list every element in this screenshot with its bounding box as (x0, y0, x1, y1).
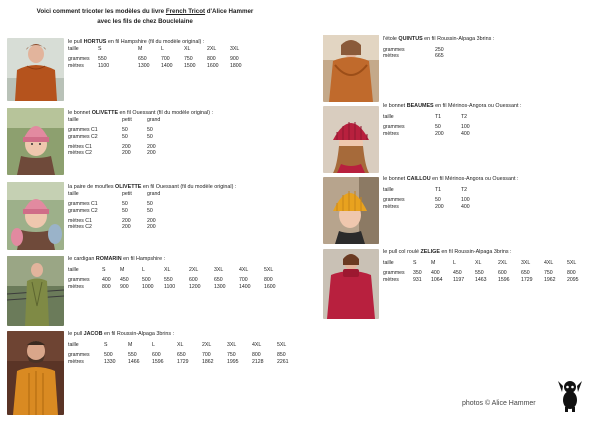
sheep-logo-icon (557, 378, 583, 412)
book-title: French Tricot (165, 8, 206, 15)
table-cell: XL (475, 260, 482, 266)
table-cell: 200 (147, 143, 156, 150)
table-cell: XL (184, 46, 191, 52)
table-cell: 3XL (214, 267, 224, 273)
heading-head-pre: le pull (68, 39, 84, 45)
table-row (68, 224, 172, 230)
size-table (68, 46, 253, 69)
table-cell: 850 (277, 352, 286, 359)
table-cell: S (413, 260, 417, 266)
row-label: taille (68, 342, 79, 348)
table-cell: L (453, 260, 456, 266)
table-cell: 100 (461, 197, 470, 204)
table-cell: 1463 (475, 276, 487, 283)
table-row (383, 53, 459, 59)
table-cell: 800 (207, 56, 216, 63)
table-row (68, 267, 289, 273)
table-cell: 400 (102, 277, 111, 284)
section-beaumes (383, 102, 521, 137)
row-label: grammes (383, 47, 405, 53)
table-cell: 4XL (544, 260, 554, 266)
heading-head-pre: le pull col roulé (383, 249, 421, 255)
row-label: taille (383, 187, 394, 193)
table-cell: 600 (189, 277, 198, 284)
table-cell: L (142, 267, 145, 273)
table-cell: 200 (122, 150, 131, 157)
table-cell: 500 (104, 352, 113, 359)
table-cell: 50 (122, 127, 128, 134)
table-cell: XL (164, 267, 171, 273)
heading-paren: (fil du modèle original) : (180, 184, 237, 190)
table-row (383, 260, 590, 266)
row-label: grammes C1 (68, 201, 98, 208)
photo-quintus (323, 35, 379, 102)
table-cell: 650 (177, 352, 186, 359)
table-cell: 2128 (252, 358, 264, 365)
size-table (68, 263, 289, 290)
row-label: mètres (383, 130, 399, 137)
heading-head-pre: l'étole (383, 36, 399, 42)
row-label: mètres (383, 276, 399, 283)
table-cell: M (120, 267, 125, 273)
photo-beaumes (323, 106, 379, 173)
heading-name: ROMARIN (95, 256, 122, 262)
row-label: mètres (68, 358, 84, 365)
table-cell: 900 (120, 283, 129, 290)
table-cell: 1100 (98, 62, 110, 69)
row-label: mètres (68, 62, 84, 69)
photo-romarin (7, 256, 64, 326)
table-cell: 50 (122, 201, 128, 208)
section-quintus (383, 35, 494, 60)
photo-zelige (323, 249, 379, 319)
heading-yarn: en fil Roussin-Alpaga 3brins : (102, 331, 175, 337)
table-cell: 750 (227, 352, 236, 359)
table-cell: 400 (431, 270, 440, 277)
table-row (68, 359, 302, 365)
table-cell: 650 (214, 277, 223, 284)
row-label: mètres C2 (68, 224, 92, 231)
table-cell: T1 (435, 187, 442, 193)
table-cell: M (138, 46, 143, 52)
table-cell: 2XL (202, 342, 212, 348)
table-cell: 1962 (544, 276, 556, 283)
table-cell: 1300 (214, 283, 226, 290)
table-cell: petit (122, 117, 132, 123)
heading-head-pre: le bonnet (383, 103, 407, 109)
heading-yarn: en fil Ouessant (118, 110, 158, 116)
photo-moufles-olivette (7, 182, 64, 250)
table-cell: 50 (122, 133, 128, 140)
table-cell: 400 (461, 203, 470, 210)
table-cell: L (152, 342, 155, 348)
section-moufles-olivette (68, 183, 236, 230)
row-label: taille (68, 46, 79, 52)
heading-yarn: en fil Ouessant (141, 184, 181, 190)
heading-yarn: en fil Mérinos-Angora ou Ouessant : (430, 176, 519, 182)
section-heading (68, 255, 289, 263)
table-cell: 2095 (567, 276, 579, 283)
table-cell: 500 (142, 277, 151, 284)
table-cell: 700 (202, 352, 211, 359)
size-table (68, 338, 302, 365)
row-label: taille (68, 267, 79, 273)
table-cell: 450 (120, 277, 129, 284)
row-label: mètres (383, 53, 399, 60)
row-label: grammes C1 (68, 127, 98, 134)
table-cell: XL (177, 342, 184, 348)
table-cell: 1330 (104, 358, 116, 365)
table-cell: 650 (521, 270, 530, 277)
table-cell: 1596 (498, 276, 510, 283)
table-cell: S (102, 267, 106, 273)
table-cell: 1300 (138, 62, 150, 69)
table-cell: 700 (239, 277, 248, 284)
table-cell: 1197 (453, 276, 465, 283)
table-cell: 800 (252, 352, 261, 359)
table-cell: grand (147, 117, 161, 123)
row-label: grammes C2 (68, 133, 98, 140)
table-row (383, 277, 590, 283)
table-cell: 3XL (230, 46, 240, 52)
table-cell: 4XL (252, 342, 262, 348)
table-cell: 200 (147, 217, 156, 224)
heading-paren: (fil du modèle original) : (148, 39, 205, 45)
heading-name: OLIVETTE (115, 184, 142, 190)
table-cell: 50 (147, 201, 153, 208)
table-cell: 2XL (207, 46, 217, 52)
photo-jacob (7, 331, 64, 415)
heading-name: JACOB (83, 331, 103, 337)
table-cell: 2XL (498, 260, 508, 266)
size-table (383, 110, 487, 137)
table-cell: 750 (544, 270, 553, 277)
heading-head-pre: le bonnet (383, 176, 407, 182)
heading-name: OLIVETTE (91, 110, 119, 116)
table-cell: S (98, 46, 102, 52)
section-zelige (383, 248, 590, 283)
page-title: Voici comment tricoter les modèles du livre French Tricot d'Alice Hammer avec les fils de chez Bouclelaine (36, 8, 254, 25)
table-cell: 200 (122, 224, 131, 231)
table-cell: 1862 (202, 358, 214, 365)
table-cell: 350 (413, 270, 422, 277)
table-cell: 550 (98, 56, 107, 63)
heading-head-pre: le pull (68, 331, 84, 337)
size-table (383, 43, 459, 60)
table-cell: T1 (435, 114, 442, 120)
table-cell: T2 (461, 187, 468, 193)
table-cell: 550 (475, 270, 484, 277)
table-cell: 800 (102, 283, 111, 290)
row-label: taille (383, 114, 394, 120)
table-cell: 200 (435, 203, 444, 210)
section-bonnet-olivette (68, 109, 213, 156)
table-cell: 5XL (277, 342, 287, 348)
photo-caillou (323, 177, 379, 244)
table-cell: 200 (147, 224, 156, 231)
size-table (383, 256, 590, 283)
table-cell: 1100 (164, 283, 176, 290)
section-heading (68, 330, 302, 338)
row-label: mètres C1 (68, 217, 92, 224)
table-cell: 50 (435, 124, 441, 131)
table-row (68, 63, 253, 69)
table-cell: 3XL (521, 260, 531, 266)
table-cell: 450 (453, 270, 462, 277)
photo-credit: photos © Alice Hammer (462, 400, 536, 407)
table-cell: 1466 (128, 358, 140, 365)
row-label: grammes (68, 56, 90, 63)
table-cell: 4XL (239, 267, 249, 273)
table-cell: 250 (435, 47, 444, 53)
section-heading (383, 248, 590, 256)
row-label: grammes (68, 352, 90, 359)
table-cell: 1400 (161, 62, 173, 69)
table-cell: 3XL (227, 342, 237, 348)
table-cell: 550 (164, 277, 173, 284)
table-cell: 1600 (264, 283, 276, 290)
table-cell: 100 (461, 124, 470, 131)
section-jacob (68, 330, 302, 365)
table-cell: 5XL (264, 267, 274, 273)
heading-name: BEAUMES (406, 103, 434, 109)
table-cell: 800 (264, 277, 273, 284)
table-cell: 600 (498, 270, 507, 277)
section-heading (68, 109, 213, 117)
table-cell: 800 (567, 270, 576, 277)
table-cell: M (431, 260, 436, 266)
heading-name: CAILLOU (406, 176, 431, 182)
table-cell: 5XL (567, 260, 577, 266)
heading-head-pre: le bonnet (68, 110, 92, 116)
heading-yarn: en fil Roussin-Alpaga 3brins : (439, 249, 512, 255)
table-cell: 1400 (239, 283, 251, 290)
table-cell: 1729 (177, 358, 189, 365)
table-row (68, 342, 302, 348)
size-table (68, 117, 172, 156)
table-cell: 1800 (230, 62, 242, 69)
heading-yarn: en fil Mérinos-Angora ou Ouessant : (433, 103, 522, 109)
section-heading (383, 35, 494, 43)
photo-bonnet-olivette (7, 108, 64, 175)
heading-name: ZELIGE (420, 249, 440, 255)
row-label: mètres (383, 203, 399, 210)
row-label: grammes (383, 124, 405, 131)
table-cell: petit (122, 191, 132, 197)
table-row (68, 284, 289, 290)
row-label: taille (68, 117, 79, 123)
table-cell: 1064 (431, 276, 443, 283)
table-cell: 2261 (277, 358, 289, 365)
heading-paren: (fil du modèle original) : (157, 110, 214, 116)
row-label: taille (383, 260, 394, 266)
table-cell: L (161, 46, 164, 52)
table-cell: 1000 (142, 283, 154, 290)
row-label: mètres (68, 283, 84, 290)
section-heading (383, 175, 518, 183)
table-cell: 200 (122, 143, 131, 150)
row-label: grammes (383, 270, 405, 277)
table-cell: 750 (184, 56, 193, 63)
heading-yarn: en fil Roussin-Alpaga 3brins : (422, 36, 495, 42)
row-label: grammes (383, 197, 405, 204)
table-cell: T2 (461, 114, 468, 120)
table-cell: 200 (435, 130, 444, 137)
table-row (383, 204, 487, 210)
heading-yarn: en fil Hampshire : (121, 256, 166, 262)
section-romarin (68, 255, 289, 290)
table-cell: 600 (152, 352, 161, 359)
table-cell: 1596 (152, 358, 164, 365)
table-cell: S (104, 342, 108, 348)
table-cell: 1200 (189, 283, 201, 290)
table-cell: 1500 (184, 62, 196, 69)
table-cell: 665 (435, 53, 444, 60)
section-hortus (68, 38, 253, 69)
heading-name: QUINTUS (398, 36, 423, 42)
table-cell: 400 (461, 130, 470, 137)
table-row (383, 131, 487, 137)
size-table (68, 191, 172, 230)
heading-yarn: en fil Hampshire (106, 39, 149, 45)
row-label: grammes (68, 277, 90, 284)
table-cell: 1600 (207, 62, 219, 69)
row-label: mètres C1 (68, 143, 92, 150)
table-cell: 200 (147, 150, 156, 157)
table-cell: 50 (147, 207, 153, 214)
heading-head-pre: la paire de moufles (68, 184, 116, 190)
table-cell: 50 (435, 197, 441, 204)
row-label: grammes C2 (68, 207, 98, 214)
table-cell: 50 (147, 133, 153, 140)
table-cell: 50 (147, 127, 153, 134)
heading-head-pre: le cardigan (68, 256, 96, 262)
section-heading (68, 183, 236, 191)
table-cell: 2XL (189, 267, 199, 273)
table-cell: 50 (122, 207, 128, 214)
table-cell: 931 (413, 276, 422, 283)
row-label: taille (68, 191, 79, 197)
table-cell: M (128, 342, 133, 348)
table-cell: 200 (122, 217, 131, 224)
section-heading (68, 38, 253, 46)
photo-hortus (7, 38, 64, 101)
table-cell: 1729 (521, 276, 533, 283)
heading-name: HORTUS (83, 39, 107, 45)
table-cell: grand (147, 191, 161, 197)
size-table (383, 183, 487, 210)
table-cell: 1995 (227, 358, 239, 365)
table-cell: 700 (161, 56, 170, 63)
table-cell: 650 (138, 56, 147, 63)
section-heading (383, 102, 521, 110)
table-cell: 900 (230, 56, 239, 63)
table-row (68, 150, 172, 156)
table-cell: 550 (128, 352, 137, 359)
section-caillou (383, 175, 518, 210)
row-label: mètres C2 (68, 150, 92, 157)
